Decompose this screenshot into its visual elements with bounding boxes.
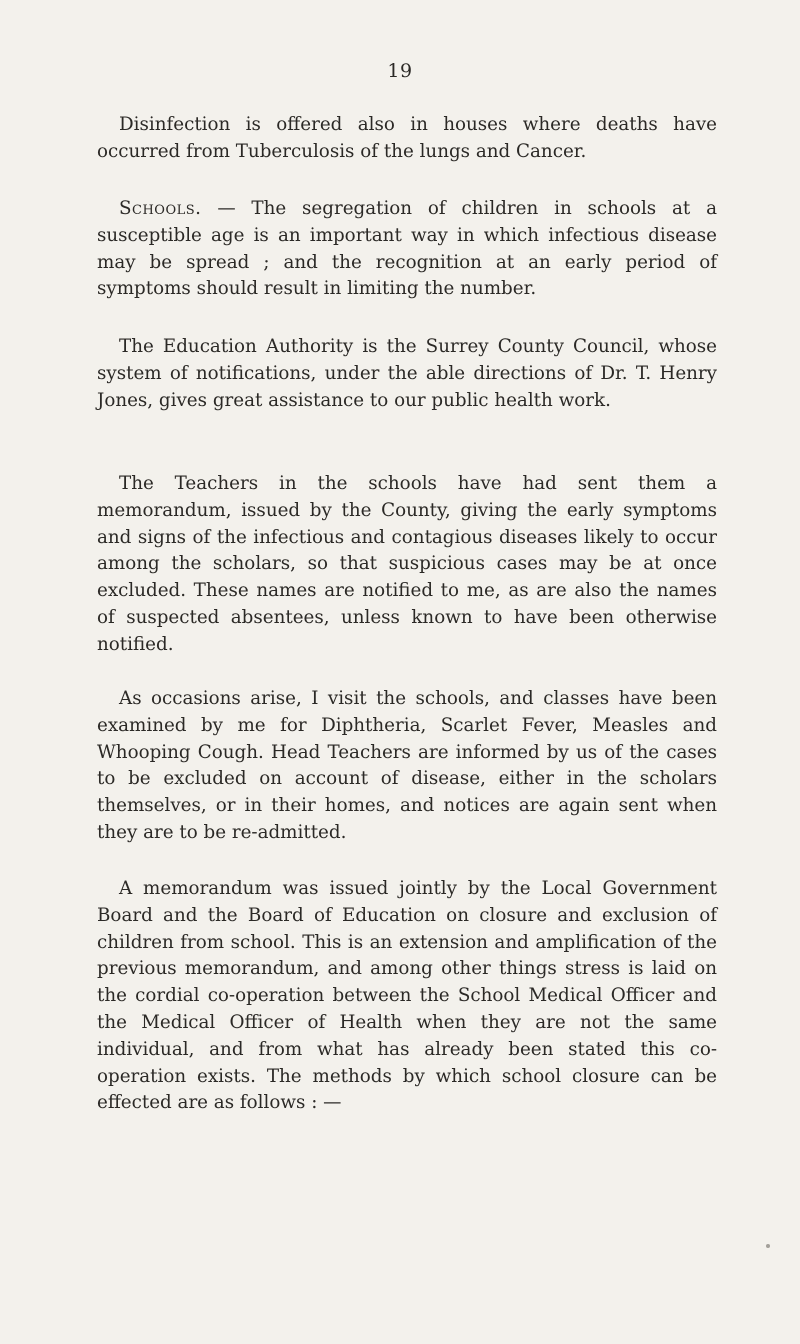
- section-heading: Schools.: [119, 198, 202, 219]
- paragraph-text: A memorandum was issued jointly by the Local Government Board and the Board of Education on closure and exclusion of children from school. This is an extension and amplification of the previous memorandum, and among other things stress is laid on the cordial co-operation between the School Medical Officer and the Medical Officer of Health when they are not the same individual, and from what has already been stated this co-operation exists. The methods by which school closure can be effected are as follows : —: [97, 878, 717, 1114]
- paragraph-text: The Education Authority is the Surrey County Council, whose system of notifications, under the able directions of Dr. T. Henry Jones, gives great assistance to our public health work.: [97, 336, 717, 411]
- paragraph-body: [97, 196, 717, 303]
- paragraph-text: — The segregation of children in schools at a susceptible age is an important way in which infectious disease may be spread ; and the recognition at an early period of symptoms should result in limiting the number.: [97, 198, 717, 300]
- paragraph-text: Disinfection is offered also in houses where deaths have occurred from Tuberculosis of the lungs and Cancer.: [97, 114, 717, 162]
- paragraph-disinfection: [97, 112, 717, 166]
- paper-speck: [766, 1244, 770, 1248]
- paragraph-memorandum: [97, 876, 717, 1117]
- paragraph-text: As occasions arise, I visit the schools, and classes have been examined by me for Diphtheria, Scarlet Fever, Measles and Whooping Cough. Head Teachers are informed by us of the cases to be excluded on account of disease, either in the scholars themselves, or in their homes, and notices are again sent when they are to be re-admitted.: [97, 688, 717, 843]
- paragraph-education-authority: [97, 334, 717, 414]
- paragraph-visits: [97, 686, 717, 847]
- paragraph-text: The Teachers in the schools have had sent them a memorandum, issued by the County, giving the early symptoms and signs of the infectious and contagious diseases likely to occur among the scholars, so that suspicious cases may be at once excluded. These names are notified to me, as are also the names of suspected absentees, unless known to have been otherwise notified.: [97, 473, 717, 655]
- paragraph-teachers: [97, 471, 717, 659]
- page-number: 19: [387, 60, 413, 82]
- paragraph-schools: [97, 196, 717, 303]
